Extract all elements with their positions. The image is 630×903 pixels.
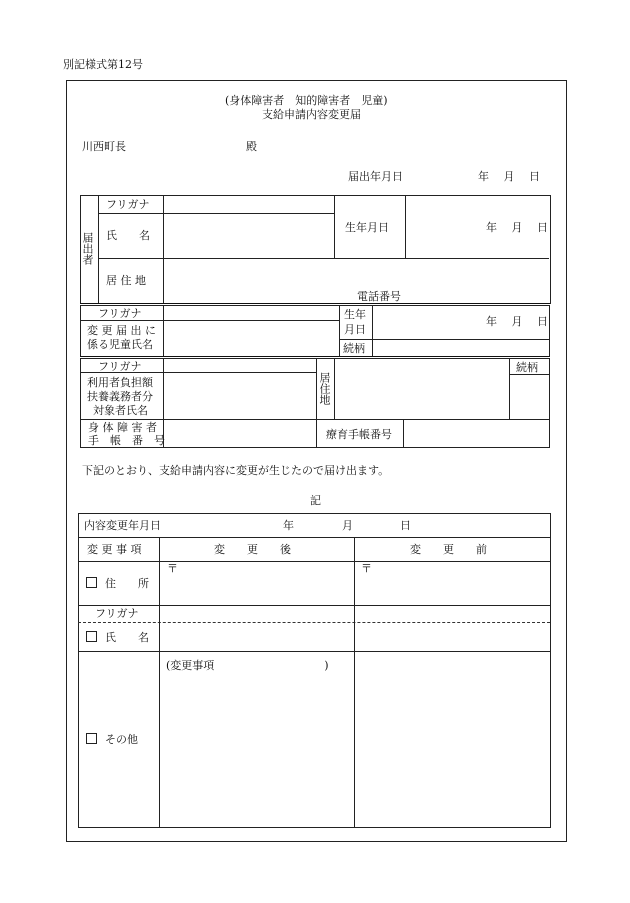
applicant-name-input[interactable] [164, 214, 333, 257]
ryoiku-label: 療育手帳番号 [326, 428, 392, 441]
ryoiku-number-input[interactable] [404, 420, 549, 446]
payer-label-2: 扶養義務者分 [87, 390, 153, 403]
applicant-address-label: 居 住 地 [106, 274, 146, 287]
payer-name-input[interactable] [164, 373, 315, 418]
child-furigana-label: フリガナ [98, 307, 142, 320]
postal-mark-after: 〒 [167, 562, 178, 575]
change-date-day: 日 [400, 519, 411, 532]
applicant-side-label: 届出者 [81, 232, 94, 265]
payer-label-1: 利用者負担額 [87, 376, 153, 389]
honorific: 殿 [246, 140, 257, 153]
statement-text: 下記のとおり、支給申請内容に変更が生じたので届け出ます。 [82, 464, 390, 477]
payer-relation-input[interactable] [510, 375, 548, 418]
child-birth-field[interactable]: 年 月 日 [486, 315, 548, 328]
payer-furigana-label: フリガナ [98, 360, 142, 373]
furigana-after-input[interactable] [160, 606, 353, 621]
other-checkbox[interactable] [86, 733, 97, 744]
other-before-input[interactable] [355, 652, 548, 825]
row-furigana-label: フリガナ [95, 607, 139, 620]
payer-relation-label: 続柄 [516, 361, 538, 374]
other-after-input[interactable] [160, 675, 353, 825]
addressee: 川西町長 [82, 140, 126, 153]
child-birth-label-1: 生年 [344, 308, 366, 321]
payer-furigana-input[interactable] [164, 359, 315, 371]
applicant-furigana-label: フリガナ [106, 198, 150, 211]
child-label-2: 係る児童氏名 [87, 338, 153, 351]
form-title-line1: (身体障害者 知的障害者 児童) [225, 94, 388, 107]
address-checkbox[interactable] [86, 577, 97, 588]
submission-date-label: 届出年月日 [348, 170, 403, 183]
name-before-input[interactable] [355, 624, 548, 650]
change-date-label: 内容変更年月日 [84, 519, 161, 532]
row-address-label[interactable]: 住 所 [86, 577, 149, 590]
row-name-label[interactable]: 氏 名 [86, 631, 149, 644]
applicant-address-input[interactable] [164, 259, 548, 301]
change-date-month: 月 [342, 519, 353, 532]
address-after-input[interactable] [160, 562, 353, 604]
name-checkbox[interactable] [86, 631, 97, 642]
form-title-line2: 支給申請内容変更届 [262, 108, 361, 121]
child-label-1: 変 更 届 出 に [87, 324, 156, 337]
payer-address-label: 居住地 [318, 372, 331, 405]
applicant-birth-label: 生年月日 [345, 221, 389, 234]
applicant-phone-label: 電話番号 [357, 290, 401, 303]
applicant-furigana-input[interactable] [164, 196, 333, 212]
col-item-header: 変 更 事 項 [87, 543, 142, 556]
furigana-before-input[interactable] [355, 606, 548, 621]
name-after-input[interactable] [160, 624, 353, 650]
ki-heading: 記 [310, 494, 321, 507]
applicant-birth-field[interactable]: 年 月 日 [486, 221, 548, 234]
payer-label-3: 対象者氏名 [93, 404, 148, 417]
handbook-label-2: 手 帳 番 号 [88, 434, 165, 447]
child-name-input[interactable] [164, 321, 338, 355]
col-after-header: 変 更 後 [214, 543, 291, 556]
form-id: 別記様式第12号 [63, 58, 143, 71]
change-date-input[interactable] [170, 515, 545, 535]
row-other-label[interactable]: その他 [86, 733, 138, 746]
other-hint: (変更事項 ) [166, 659, 329, 672]
handbook-number-input[interactable] [164, 420, 315, 446]
child-furigana-input[interactable] [164, 306, 338, 319]
child-birth-label-2: 月日 [344, 323, 366, 336]
col-before-header: 変 更 前 [410, 543, 487, 556]
handbook-label-1: 身 体 障 害 者 [88, 421, 157, 434]
change-date-year: 年 [283, 519, 294, 532]
submission-date-field[interactable]: 年 月 日 [478, 170, 540, 183]
applicant-name-label: 氏 名 [106, 229, 150, 242]
address-before-input[interactable] [355, 562, 548, 604]
payer-address-input[interactable] [335, 359, 508, 418]
child-relation-label: 続柄 [343, 342, 365, 355]
postal-mark-before: 〒 [361, 562, 372, 575]
child-relation-input[interactable] [373, 340, 548, 355]
